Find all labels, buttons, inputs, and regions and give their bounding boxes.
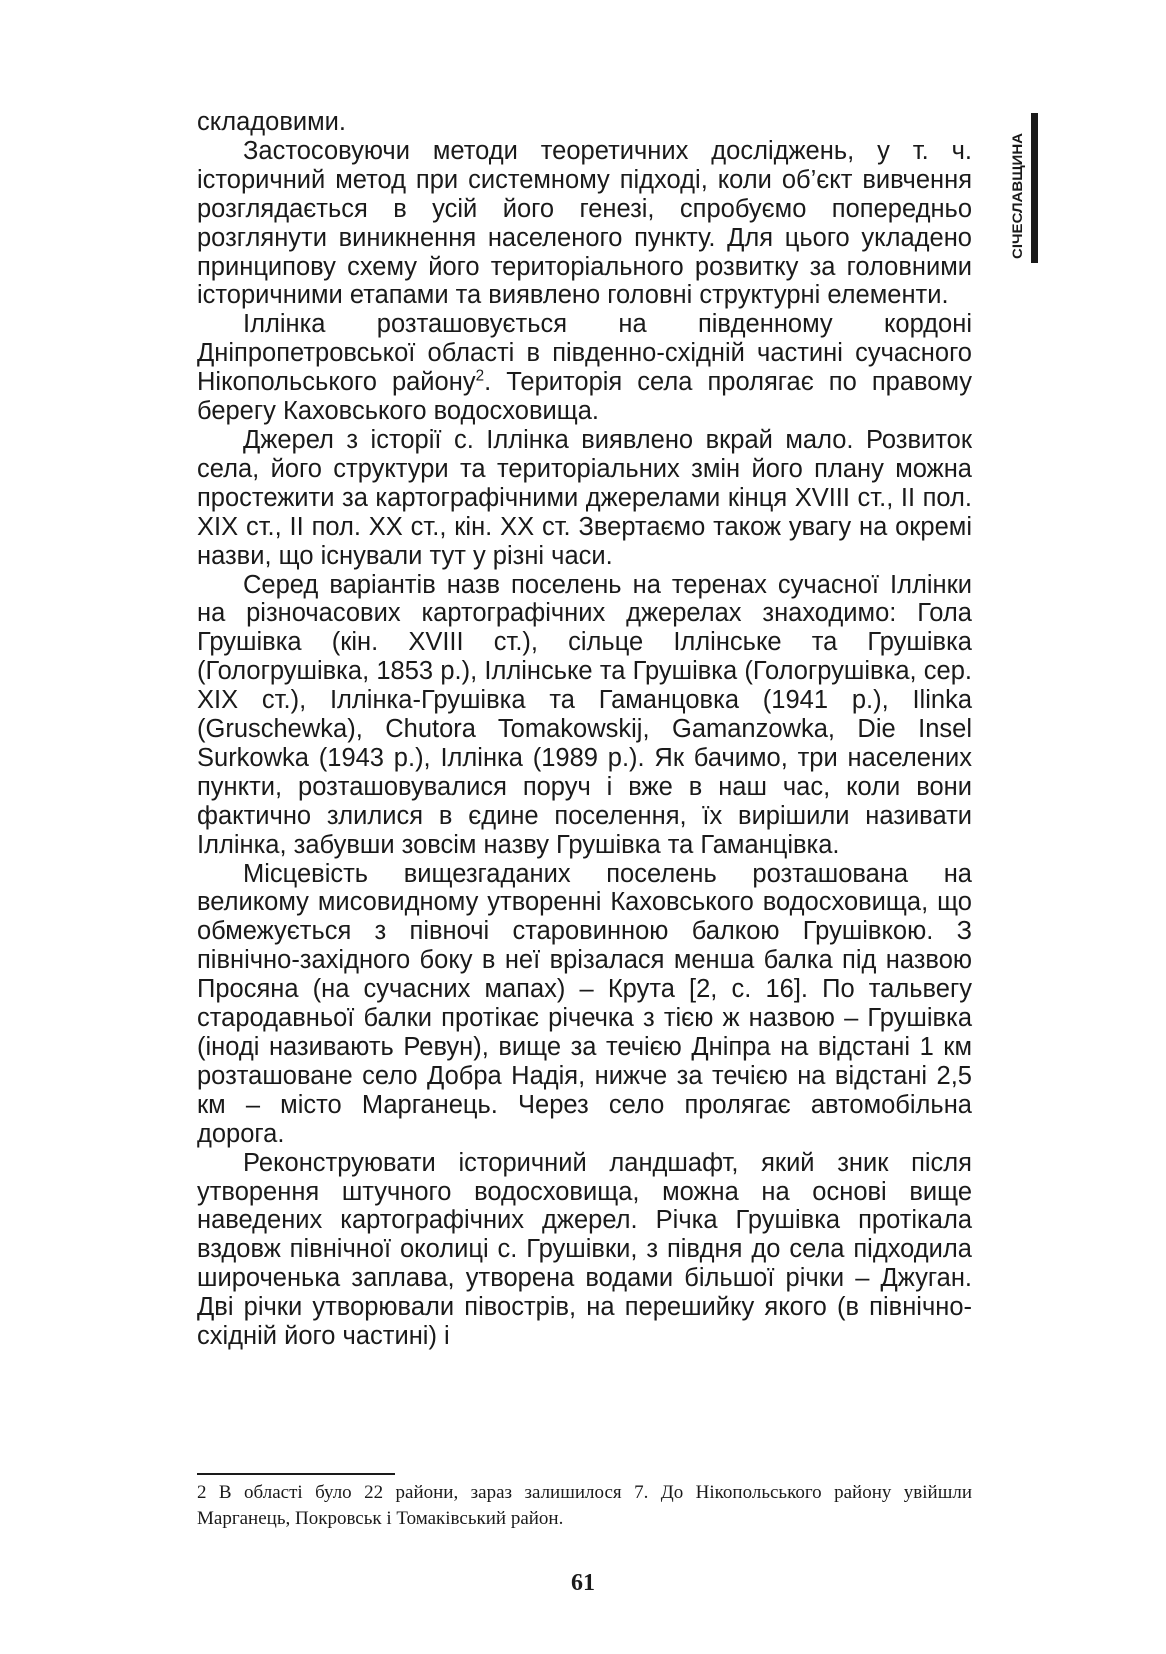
journal-logo xyxy=(1002,113,1042,263)
main-text xyxy=(197,108,972,1351)
paragraph-location xyxy=(197,310,972,426)
paragraph-landscape: Реконструювати історичний ландшафт, який зник після утворення штучного водосховища, можна на основі вище наведених картографічних джерел. Річка Грушівка протікала вздовж північної околиці с. Грушівки, з півдня до села підходила широченька заплава, утворена водами більшої річки – Джуган. Дві річки утворювали півострів, на перешийку якого (в північно-східній його частині) і xyxy=(197,1148,972,1351)
paragraph-sources: Джерел з історії с. Іллінка виявлено вкрай мало. Розвиток села, його структури та територіальних змін його плану можна простежити за картографічними джерелами кінця XVIII ст., II пол. XIX ст., II пол. XX ст., кін. XX ст. Звертаємо також увагу на окремі назви, що існували тут у різні часи. xyxy=(197,425,972,570)
journal-logo-bar xyxy=(1031,113,1038,263)
paragraph-location-text-end: . Територія села пролягає по правому берегу Каховського водосховища. xyxy=(197,368,973,426)
footnote-divider xyxy=(197,1473,395,1475)
paragraph-methods: Застосовуючи методи теоретичних досліджень, у т. ч. історичний метод при системному підході, коли об’єкт вивчення розглядається в усій його генезі, спробуємо попередньо розглянути виникнення населеного пункту. Для цього укладено принципову схему його територіального розвитку за головними історичними етапами та виявлено головні структурні елементи. xyxy=(197,136,972,310)
paragraph-terrain: Місцевість вищезгаданих поселень розташована на великому мисовидному утворенні Каховського водосховища, що обмежується з півночі старовинною балкою Грушівкою. З північно-західного боку в неї врізалася менша балка під назвою Просяна (на сучасних мапах) – Крута [2, с. 16]. По тальвегу стародавньої балки протікає річечка з тією ж назвою – Грушівка (іноді називають Ревун), вище за течією Дніпра на відстані 1 км розташоване село Добра Надія, нижче за течією на відстані 2,5 км – місто Марганець. Через село пролягає автомобільна дорога. xyxy=(197,859,972,1148)
footnote-reference[interactable]: 2 xyxy=(475,367,485,385)
footnote: 2 В області було 22 райони, зараз залишилося 7. До Нікопольського району увійшли Марганець, Покровськ і Томаківський район. xyxy=(197,1482,972,1529)
paragraph-location-text: Іллінка розташовується на південному кордоні Дніпропетровської області в південно-східній частині сучасного Нікопольського району xyxy=(197,310,972,397)
paragraph-names: Серед варіантів назв поселень на теренах сучасної Іллінки на різночасових картографічних джерелах знаходимо: Гола Грушівка (кін. XVIII ст.), сільце Іллінське та Грушівка (Гологрушівка, 1853 р.), Іллінське та Грушівка (Гологрушівка, сер. XIX ст.), Іллінка-Грушівка та Гаманцовка (1941 р.), Ilinka (Gruschewka), Chutora Tomakowskij, Gamanzowka, Die Insel Surkowka (1943 р.), Іллінка (1989 р.). Як бачимо, три населених пункти, розташовувалися поруч і вже в наш час, коли вони фактично злилися в єдине поселення, їх вирішили називати Іллінка, забувши зовсім назву Грушівка та Гаманцівка. xyxy=(197,570,972,859)
page-number: 61 xyxy=(571,1570,595,1596)
paragraph-continuation: складовими. xyxy=(197,108,346,136)
journal-logo-text: СІЧЕСЛАВЩИНА xyxy=(1009,141,1025,259)
